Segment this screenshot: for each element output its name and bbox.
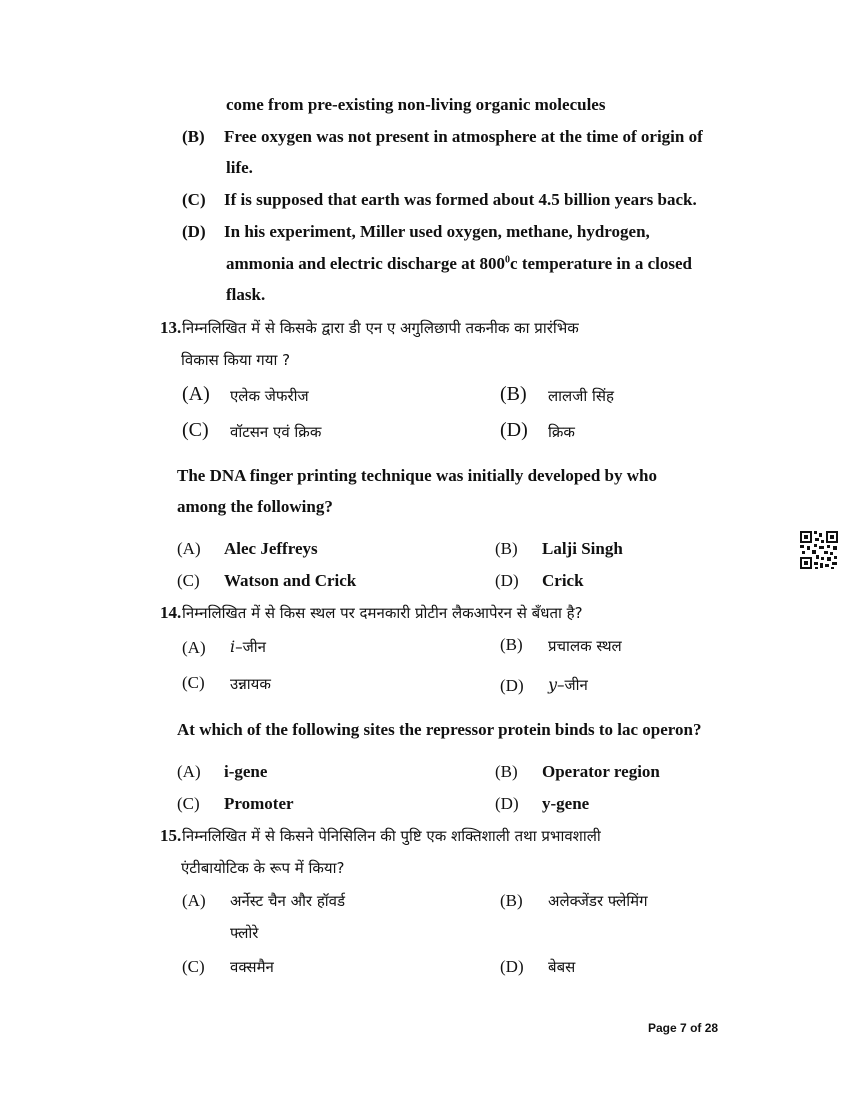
q15-hi-option-b-text: अलेक्जेंडर फ्लेमिंग xyxy=(548,892,648,910)
qr-code-icon xyxy=(799,530,839,570)
q14-hindi-line1: निम्नलिखित में से किस स्थल पर दमनकारी प्रोटीन लैकआपेरन से बँधता है? xyxy=(182,604,583,622)
q12-continuation: come from pre-existing non-living organic molecules xyxy=(226,95,606,114)
q14-hi-option-d-label: (D) xyxy=(500,676,524,695)
q13-en-option-a-label: (A) xyxy=(177,539,201,558)
q15-hi-option-c-label: (C) xyxy=(182,957,205,976)
q14-number: 14. xyxy=(160,603,182,622)
q14-hi-option-c-label: (C) xyxy=(182,673,205,692)
q12-option-c-label: (C) xyxy=(182,190,206,209)
q13-hi-option-b-text: लालजी सिंह xyxy=(548,387,614,405)
q15-number: 15. xyxy=(160,826,182,845)
q15-hindi-line1: निम्नलिखित में से किसने पेनिसिलिन की पुष्टि एक शक्तिशाली तथा प्रभावशाली xyxy=(182,827,601,845)
q13-hi-option-a-label: (A) xyxy=(182,383,210,405)
q14-en-option-c-label: (C) xyxy=(177,794,200,813)
q15-hindi-line2: एंटीबायोटिक के रूप में किया? xyxy=(181,859,345,877)
q13-en-option-b-text: Lalji Singh xyxy=(542,539,623,558)
q14-en-option-a-label: (A) xyxy=(177,762,201,781)
q13-hi-option-c-text: वॉटसन एवं क्रिक xyxy=(230,423,322,441)
q15-hi-option-d-text: बेबस xyxy=(548,958,576,976)
q14-en-option-d-text: y-gene xyxy=(542,794,590,813)
q13-hindi-line2: विकास किया गया ? xyxy=(181,351,291,369)
q13-hi-option-d-label: (D) xyxy=(500,419,528,441)
q13-en-option-b-label: (B) xyxy=(495,539,518,558)
q12-option-b-label: (B) xyxy=(182,127,205,146)
q13-hi-option-c-label: (C) xyxy=(182,419,209,441)
q14-hi-option-d-text: y–जीन xyxy=(548,675,588,694)
q14-en-option-c-text: Promoter xyxy=(224,794,294,813)
q13-english-line2: among the following? xyxy=(177,497,333,516)
q15-hi-option-a-text: अर्नेस्ट चैन और हॉवर्ड xyxy=(230,892,346,910)
q14-en-option-d-label: (D) xyxy=(495,794,519,813)
q13-number: 13. xyxy=(160,318,182,337)
q13-hi-option-d-text: क्रिक xyxy=(548,423,575,441)
q13-en-option-d-text: Crick xyxy=(542,571,584,590)
q14-hi-option-b-label: (B) xyxy=(500,635,523,654)
q14-hi-option-a-text: i–जीन xyxy=(230,637,266,656)
q14-english-line1: At which of the following sites the repressor protein binds to lac operon? xyxy=(177,720,702,739)
q13-en-option-d-label: (D) xyxy=(495,571,519,590)
q15-hi-option-d-label: (D) xyxy=(500,957,524,976)
q13-hi-option-b-label: (B) xyxy=(500,383,527,405)
q13-en-option-c-label: (C) xyxy=(177,571,200,590)
page-number: Page 7 of 28 xyxy=(648,1021,719,1035)
q14-en-option-b-label: (B) xyxy=(495,762,518,781)
q12-option-d-line3: flask. xyxy=(226,285,266,304)
q12-option-b-line1: Free oxygen was not present in atmosphere at the time of origin of xyxy=(224,127,703,146)
q14-hi-option-c-text: उन्नायक xyxy=(230,675,271,693)
q15-hi-option-c-text: वक्समैन xyxy=(230,958,274,976)
q15-hi-option-a-label: (A) xyxy=(182,891,206,910)
q12-option-c-line1: If is supposed that earth was formed about 4.5 billion years back. xyxy=(224,190,697,209)
q15-hi-option-b-label: (B) xyxy=(500,891,523,910)
q13-en-option-c-text: Watson and Crick xyxy=(224,571,357,590)
q14-en-option-a-text: i-gene xyxy=(224,762,268,781)
q14-hi-option-b-text: प्रचालक स्थल xyxy=(548,637,622,655)
q12-option-b-line2: life. xyxy=(226,158,253,177)
q12-option-d-line1: In his experiment, Miller used oxygen, methane, hydrogen, xyxy=(224,222,650,241)
q12-option-d-line2: ammonia and electric discharge at $800^0c$ temperature in a closed xyxy=(226,254,692,273)
q12-option-d-label: (D) xyxy=(182,222,206,241)
q14-hi-option-a-label: (A) xyxy=(182,638,206,657)
q13-hindi-line1: निम्नलिखित में से किसके द्वारा डी एन ए अगुलिछापी तकनीक का प्रारंभिक xyxy=(182,319,579,337)
q14-en-option-b-text: Operator region xyxy=(542,762,660,781)
q15-hi-option-a-text2: फ्लोरे xyxy=(230,924,259,942)
q13-hi-option-a-text: एलेक जेफरीज xyxy=(230,387,309,405)
q13-english-line1: The DNA finger printing technique was initially developed by who xyxy=(177,466,657,485)
q13-en-option-a-text: Alec Jeffreys xyxy=(224,539,318,558)
